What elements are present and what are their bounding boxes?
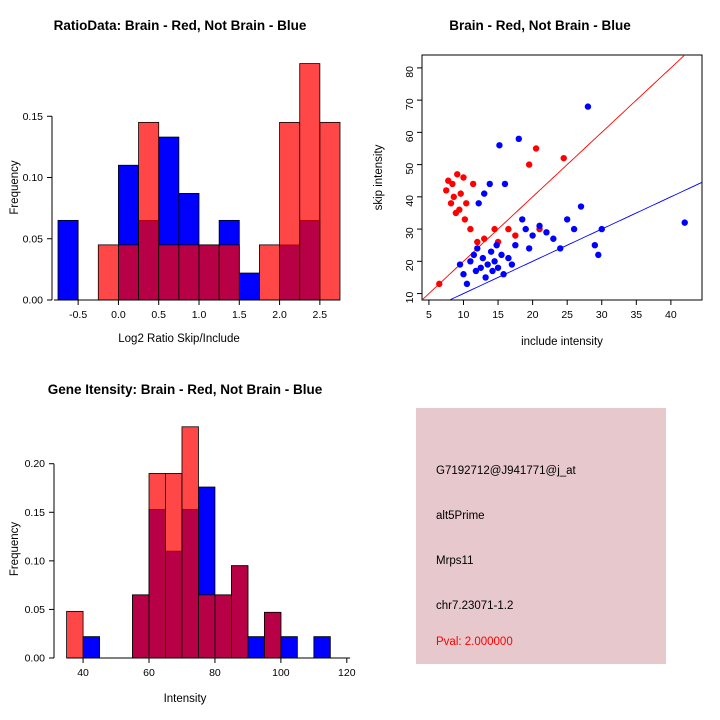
x-tick-label: 2.0 bbox=[272, 309, 287, 321]
scatter-point-blue bbox=[481, 190, 487, 196]
scatter-point-blue bbox=[460, 271, 466, 277]
scatter-point-red bbox=[512, 232, 518, 238]
hist-bar-red bbox=[159, 245, 179, 300]
scatter-point-blue bbox=[498, 252, 504, 258]
ratio-hist-plot bbox=[0, 0, 360, 360]
scatter-point-blue bbox=[516, 136, 522, 142]
scatter-point-red bbox=[467, 226, 473, 232]
y-tick-label: 0.20 bbox=[24, 458, 45, 471]
y-tick-label: 0.10 bbox=[22, 172, 43, 184]
scatter-point-red bbox=[443, 187, 449, 193]
scatter-point-blue bbox=[595, 252, 601, 258]
hist-bar-red bbox=[231, 566, 247, 658]
x-tick-label: 40 bbox=[77, 667, 89, 679]
x-axis-label: include intensity bbox=[521, 336, 603, 348]
x-tick-label: 100 bbox=[272, 667, 290, 679]
scatter-point-blue bbox=[491, 258, 497, 264]
y-tick-label: 30 bbox=[404, 227, 416, 239]
y-tick-label: 40 bbox=[404, 194, 416, 207]
scatter-point-blue bbox=[471, 252, 477, 258]
scatter-point-red bbox=[474, 239, 480, 245]
scatter-point-blue bbox=[571, 226, 577, 232]
hist-bar-red bbox=[215, 595, 231, 658]
hist-bar-red bbox=[259, 245, 279, 300]
x-tick-label: 40 bbox=[665, 309, 677, 321]
gene-hist-plot bbox=[0, 360, 400, 720]
scatter-point-red bbox=[458, 190, 464, 196]
x-axis-label: Intensity bbox=[163, 693, 207, 705]
y-tick-label: 70 bbox=[404, 98, 416, 110]
x-tick-label: 1.5 bbox=[231, 309, 247, 321]
hist-bar-red bbox=[198, 595, 214, 658]
y-tick-label: 60 bbox=[404, 130, 416, 143]
x-tick-label: 80 bbox=[209, 667, 221, 679]
hist-bar-red bbox=[139, 122, 159, 300]
scatter-point-red bbox=[449, 181, 455, 187]
hist-bar-red bbox=[219, 245, 239, 300]
y-tick-label: 0.15 bbox=[22, 110, 43, 123]
scatter-point-blue bbox=[457, 261, 463, 267]
probe-id-text: G7192712@J941771@j_at bbox=[436, 465, 576, 477]
hist-bar-blue bbox=[314, 637, 330, 658]
scatter-point-blue bbox=[505, 255, 511, 261]
y-tick-label: 0.00 bbox=[22, 294, 43, 307]
scatter-point-blue bbox=[585, 103, 591, 109]
scatter-point-blue bbox=[493, 242, 499, 248]
scatter-point-blue bbox=[564, 216, 570, 222]
scatter-point-blue bbox=[519, 216, 525, 222]
x-tick-label: 35 bbox=[630, 309, 643, 321]
panel-gene-histogram bbox=[0, 360, 400, 720]
scatter-point-red bbox=[481, 236, 487, 242]
scatter-point-red bbox=[533, 145, 539, 151]
hist-bar-red bbox=[300, 64, 320, 300]
x-axis-label: Log2 Ratio Skip/Include bbox=[118, 333, 240, 345]
x-tick-label: 2.5 bbox=[312, 309, 328, 321]
x-tick-label: 5 bbox=[425, 309, 432, 321]
scatter-title: Brain - Red, Not Brain - Blue bbox=[449, 18, 631, 33]
x-tick-label: 15 bbox=[492, 309, 504, 321]
hist-bar-red bbox=[98, 245, 118, 300]
scatter-point-red bbox=[505, 226, 511, 232]
gene-hist-title: Gene Itensity: Brain - Red, Not Brain - Blue bbox=[47, 382, 323, 397]
gene-name-text: Mrps11 bbox=[436, 555, 474, 567]
y-tick-label: 0.00 bbox=[24, 652, 45, 665]
scatter-point-red bbox=[448, 200, 454, 206]
y-axis-label: skip intensity bbox=[373, 144, 385, 211]
hist-bar-red bbox=[133, 595, 149, 658]
scatter-point-blue bbox=[500, 271, 506, 277]
scatter-plot bbox=[360, 0, 720, 360]
x-tick-label: 1.0 bbox=[191, 309, 207, 321]
hist-bar-blue bbox=[58, 220, 78, 300]
scatter-point-blue bbox=[488, 248, 494, 254]
scatter-point-blue bbox=[682, 219, 688, 225]
x-tick-label: 30 bbox=[595, 309, 608, 321]
y-tick-label: 0.15 bbox=[24, 506, 45, 519]
y-axis-label: Frequency bbox=[9, 160, 21, 215]
x-tick-label: 25 bbox=[561, 309, 574, 321]
scatter-point-blue bbox=[484, 261, 490, 267]
scatter-point-blue bbox=[482, 274, 488, 280]
scatter-point-blue bbox=[557, 245, 563, 251]
scatter-point-blue bbox=[599, 226, 605, 232]
hist-bar-blue bbox=[83, 637, 99, 658]
scatter-point-red bbox=[491, 226, 497, 232]
x-tick-label: 60 bbox=[143, 667, 155, 679]
scatter-point-blue bbox=[480, 255, 486, 261]
x-tick-label: 10 bbox=[457, 309, 470, 321]
hist-bar-red bbox=[280, 122, 300, 300]
y-axis-label: Frequency bbox=[9, 521, 21, 577]
scatter-point-blue bbox=[487, 181, 493, 187]
scatter-point-blue bbox=[543, 229, 549, 235]
scatter-point-blue bbox=[509, 261, 515, 267]
scatter-point-blue bbox=[578, 203, 584, 209]
hist-bar-red bbox=[179, 245, 199, 300]
scatter-point-blue bbox=[474, 245, 480, 251]
scatter-point-blue bbox=[495, 265, 501, 271]
reference-line-red-line bbox=[422, 39, 702, 300]
scatter-point-red bbox=[561, 155, 567, 161]
y-tick-label: 0.05 bbox=[22, 233, 43, 246]
scatter-point-red bbox=[454, 171, 460, 177]
scatter-point-blue bbox=[592, 242, 598, 248]
scatter-point-blue bbox=[529, 232, 535, 238]
scatter-point-red bbox=[456, 207, 462, 213]
scatter-point-blue bbox=[523, 226, 529, 232]
hist-bar-red bbox=[320, 122, 340, 300]
panel-scatter bbox=[360, 0, 720, 360]
hist-bar-red bbox=[118, 245, 138, 300]
scatter-point-red bbox=[463, 200, 469, 206]
scatter-point-blue bbox=[496, 142, 502, 148]
y-tick-label: 0.10 bbox=[24, 555, 45, 568]
hist-bar-red bbox=[182, 427, 198, 658]
scatter-point-blue bbox=[478, 265, 484, 271]
scatter-point-red bbox=[451, 194, 457, 200]
hist-bar-blue bbox=[281, 637, 297, 658]
scatter-point-blue bbox=[467, 258, 473, 264]
x-tick-label: 120 bbox=[338, 667, 356, 679]
hist-bar-red bbox=[264, 612, 280, 658]
scatter-point-red bbox=[436, 281, 442, 287]
scatter-point-blue bbox=[464, 281, 470, 287]
ratio-hist-title: RatioData: Brain - Red, Not Brain - Blue bbox=[53, 18, 307, 33]
scatter-content bbox=[422, 39, 702, 313]
hist-bar-red bbox=[149, 473, 165, 658]
scatter-point-red bbox=[470, 181, 476, 187]
y-tick-label: 10 bbox=[404, 291, 416, 304]
hist-bar-blue bbox=[239, 273, 259, 300]
y-tick-label: 0.05 bbox=[24, 603, 45, 616]
hist-bar-red bbox=[165, 473, 181, 658]
x-tick-label: 0.5 bbox=[151, 309, 167, 321]
event-type-text: alt5Prime bbox=[436, 510, 485, 522]
hist-bar-blue bbox=[248, 637, 264, 658]
scatter-point-red bbox=[460, 174, 466, 180]
scatter-point-blue bbox=[502, 181, 508, 187]
x-tick-label: 0.0 bbox=[111, 309, 126, 321]
scatter-point-blue bbox=[526, 245, 532, 251]
scatter-point-blue bbox=[475, 200, 481, 206]
locus-text: chr7.23071-1.2 bbox=[436, 600, 514, 612]
scatter-point-blue bbox=[536, 223, 542, 229]
scatter-point-red bbox=[526, 161, 532, 167]
x-tick-label: -0.5 bbox=[69, 309, 88, 321]
y-tick-label: 80 bbox=[404, 66, 416, 78]
scatter-point-blue bbox=[489, 268, 495, 274]
panel-ratio-histogram bbox=[0, 0, 360, 360]
hist-bar-red bbox=[199, 245, 219, 300]
scatter-point-blue bbox=[512, 242, 518, 248]
y-tick-label: 50 bbox=[404, 162, 416, 175]
x-tick-label: 20 bbox=[526, 309, 539, 321]
info-panel bbox=[416, 408, 666, 664]
hist-bar-red bbox=[67, 611, 83, 658]
pval-text: Pval: 2.000000 bbox=[436, 636, 513, 648]
scatter-point-blue bbox=[550, 236, 556, 242]
scatter-point-red bbox=[462, 216, 468, 222]
y-tick-label: 20 bbox=[404, 259, 416, 272]
